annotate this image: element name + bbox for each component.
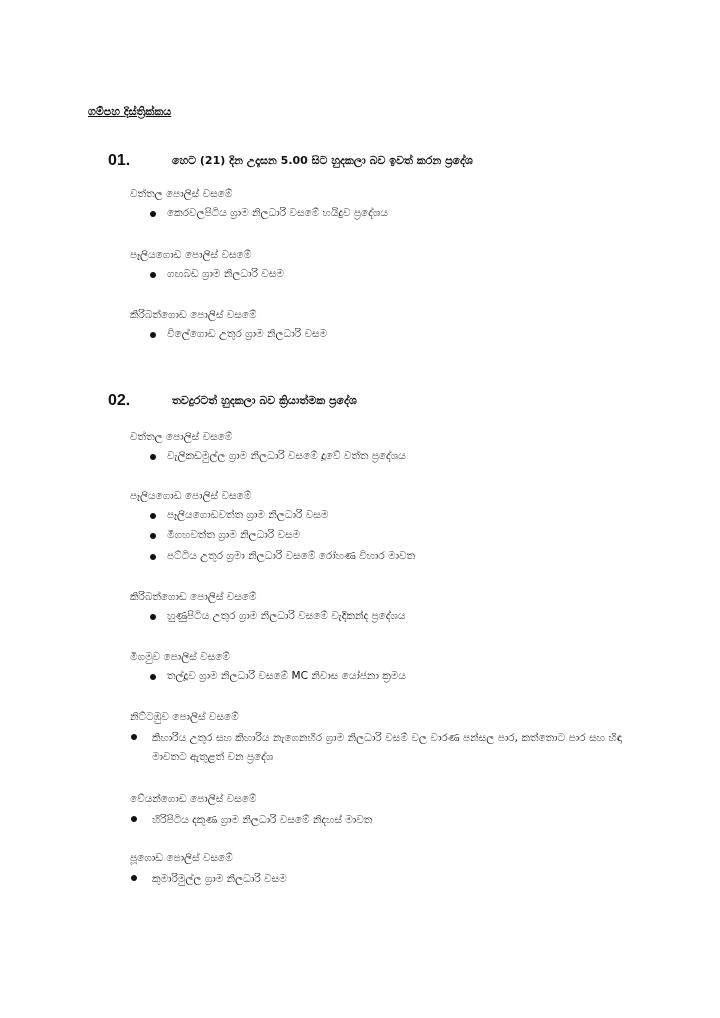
station-group [130,248,284,287]
bullet-icon [150,513,156,519]
bullet-icon [150,454,156,460]
area-list [130,508,415,563]
list-item: පෑලියගොඩවත්ත ග්‍රාම නිලධාරි වසම [130,508,415,522]
list-item: මීගහවත්ත ග්‍රාම නිලධාරි වසම [130,528,415,542]
bullet-icon [131,875,137,881]
list-item: තල්දූව ග්‍රාම නිලධාරි වසමේ MC නිවාස යෝජනා ක්‍රමය [130,669,406,683]
area-list [130,206,388,220]
station-group [130,710,622,772]
bullet-icon [150,533,156,539]
bullet-icon [131,816,137,822]
police-area-label: කිරිබත්ගොඩ පොලිස් වසමේ [130,591,257,603]
section-title: තවදුරටත් හුදකලා බව ක්‍රියාත්මක ප්‍රදේශ [172,394,357,407]
police-area-label: මීගමුව පොලිස් වසමේ [130,651,230,663]
section-number: 01. [108,152,131,169]
bullet-icon [150,332,156,338]
bullet-icon [150,674,156,680]
list-item: වැලිකඩමුල්ල ග්‍රාම නිලධාරි වසමේ දූවේ වත්ත ප්‍රදේශය [130,449,406,463]
station-group [130,430,406,469]
list-item: කුමාරිමුල්ල ග්‍රාම නිලධාරි වසම [130,870,622,888]
list-item: හිරිපිටිය දකුණ ග්‍රාම නිලධාරි වසමේ නිදහස් මාවත [130,811,622,829]
station-group [130,792,622,836]
area-list [130,267,284,281]
police-area-label: වත්තල පොලිස් වසමේ [130,188,233,200]
bullet-icon [131,734,137,740]
section-heading-02 [108,390,357,412]
bullet-icon [150,211,156,217]
station-group [130,650,406,689]
list-item: විලේගොඩ උතුර ග්‍රාම නිලධාරි වසම [130,327,327,341]
list-item: කිහාරිය උතුර සහ කිහාරිය නැගෙනහිර ග්‍රාම නිලධාරි වසම් වල වාරණ පන්සල පාර, කත්තොට පාර සහ හිඳා මාවතට ඇතුළත් වන ප්‍රදේශ [130,729,622,766]
police-area-label: පෑලියගොඩ පොලිස් වසමේ [130,490,252,502]
bullet-icon [150,272,156,278]
police-area-label: වත්තල පොලිස් වසමේ [130,431,233,443]
police-area-label: නිට්ටඹුව පොලිස් වසමේ [130,711,239,723]
list-item: කෙරවලපිටිය ග්‍රාම නිලධාරි වසමේ හයිදුව ප්‍රදේශය [130,206,388,220]
station-group [130,851,622,895]
section-number: 02. [108,392,131,409]
district-title: ගම්පහ දිස්ත්‍රික්කය [88,105,172,118]
area-list [130,327,327,341]
police-area-label: කිරිබත්ගොඩ පොලිස් වසමේ [130,309,257,321]
area-list [130,811,622,829]
area-list [130,729,622,766]
station-group [130,489,415,569]
police-area-label: පෑලියගොඩ පොලිස් වසමේ [130,249,252,261]
area-list [130,870,622,888]
station-group [130,590,405,629]
police-area-label: පූගොඩ පොලිස් වසමේ [130,852,233,864]
list-item: හුණුපිටිය උතුර ග්‍රාම නිලධාරි වසමේ වැදිකන්ද ප්‍රදේශය [130,609,405,623]
police-area-label: වේයන්ගොඩ පොලිස් වසමේ [130,793,257,805]
bullet-icon [150,614,156,620]
area-list [130,609,405,623]
area-list [130,449,406,463]
list-item: පට්ටිය උතුර ග්‍රමා නිලධාරි වසමේ රෝහණ විහාර මාවත [130,549,415,563]
area-list [130,669,406,683]
station-group [130,187,388,226]
section-heading-01 [108,150,473,172]
list-item: ගඟබඩ ග්‍රාම නිලධාරි වසම [130,267,284,281]
section-title: හෙට (21) දින උදෑසන 5.00 සිට හුදකලා බව ඉවත් කරන ප්‍රදේශ [172,154,473,167]
bullet-icon [150,554,156,560]
station-group [130,308,327,347]
